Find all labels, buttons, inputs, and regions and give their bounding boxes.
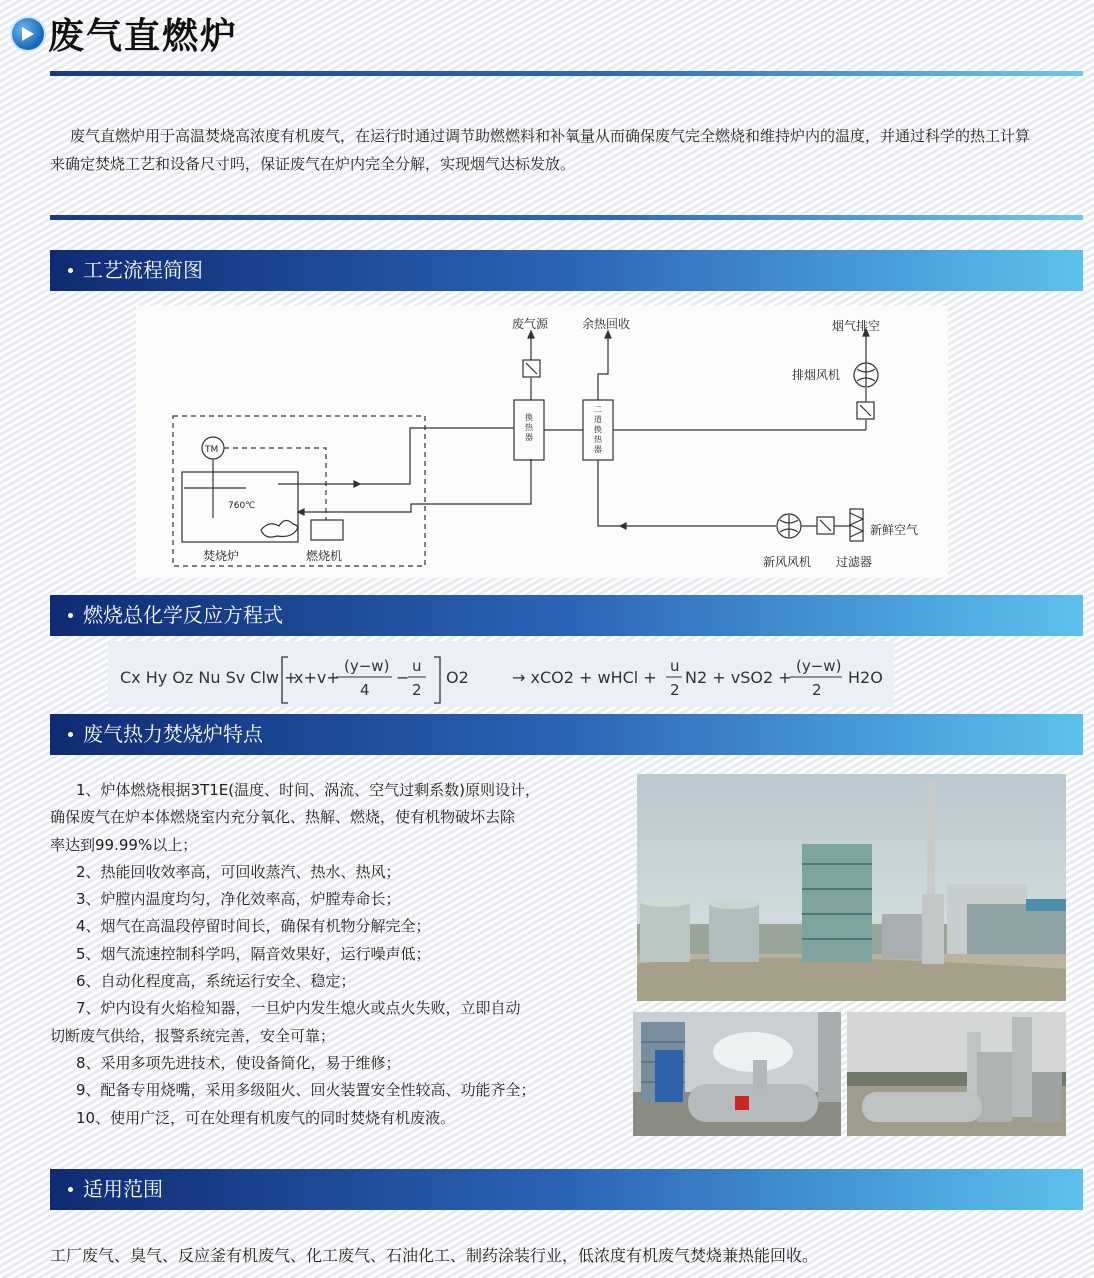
label-fresh-air: 新鲜空气 (870, 523, 919, 537)
equation-water: H2O (848, 668, 883, 687)
title-divider (50, 71, 1083, 76)
page-header (12, 8, 238, 59)
label-flue-gas-exhaust: 烟气排空 (832, 319, 881, 333)
combustion-equation (108, 641, 894, 707)
svg-text:热: 热 (594, 435, 602, 444)
svg-text:二: 二 (594, 405, 602, 414)
intro-paragraph: 废气直燃炉用于高温焚烧高浓度有机废气，在运行时通过调节助燃燃料和补氧量从而确保废气完全燃烧和维持炉内的温度，并通过科学的热工计算来确定焚烧工艺和设备尺寸吗，保证废气在炉内完全分解，实现烟气达标发放。 (50, 127, 1031, 173)
label-exhaust-fan: 排烟风机 (792, 368, 841, 382)
heat-exchanger-label (525, 412, 534, 442)
secondary-exchanger-label (594, 405, 603, 454)
equation-bracket-lead: x+v+ (294, 668, 340, 687)
feature-line: 9、配备专用烧嘴，采用多级阻火、回火装置安全性较高、功能齐全； (76, 1081, 536, 1100)
feature-line: 8、采用多项先进技术，使设备简化，易于维修； (76, 1053, 401, 1072)
plant-photo (637, 774, 1066, 1001)
process-flow-svg (136, 306, 948, 578)
svg-text:器: 器 (525, 433, 533, 442)
equation-reactants: Cx Hy Oz Nu Sv Clw + (120, 668, 298, 687)
label-temperature: 760℃ (228, 501, 256, 511)
feature-line: 6、自动化程度高，系统运行安全、稳定； (76, 972, 356, 991)
label-burner: 燃烧机 (306, 549, 343, 563)
bullet-dot (68, 732, 73, 737)
equation-frac4-num: (y−w) (796, 657, 842, 675)
intro-divider (50, 215, 1083, 220)
feature-line: 率达到99.99%以上； (50, 835, 198, 854)
features-list (50, 777, 590, 1132)
equation-products-mid: N2 + vSO2 + (685, 668, 792, 687)
svg-text:道: 道 (594, 415, 602, 424)
svg-text:热: 热 (525, 423, 533, 432)
process-flow-diagram (136, 306, 948, 578)
incinerator-boundary (173, 416, 425, 566)
equipment-photo-left (633, 1012, 841, 1136)
bullet-dot (68, 1187, 73, 1192)
section-title: 适用范围 (83, 1177, 163, 1201)
svg-text:换: 换 (525, 413, 533, 422)
section-header-features (50, 714, 1083, 755)
section-title: 废气热力焚烧炉特点 (83, 722, 263, 746)
equation-minus: − (396, 668, 410, 687)
label-heat-recovery: 余热回收 (582, 317, 631, 331)
scope-text: 工厂废气、臭气、反应釜有机废气、化工废气、石油化工、制药涂装行业，低浓度有机废气焚烧兼热能回收。 (50, 1246, 819, 1265)
feature-line: 切断废气供给，报警系统完善，安全可靠； (50, 1026, 336, 1045)
label-waste-gas-source: 废气源 (512, 317, 549, 331)
equation-frac4-den: 2 (812, 681, 822, 699)
label-filter: 过滤器 (836, 555, 873, 569)
feature-line: 10、使用广泛，可在处理有机废气的同时焚烧有机废液。 (76, 1108, 456, 1127)
svg-text:器: 器 (594, 445, 602, 454)
feature-line: 7、炉内设有火焰检知器，一旦炉内发生熄火或点火失败，立即自动 (76, 999, 521, 1018)
equation-frac1-den: 4 (360, 681, 370, 699)
feature-line: 4、烟气在高温段停留时间长，确保有机物分解完全； (76, 917, 431, 936)
equation-products-lead: → xCO2 + wHCl + (512, 668, 657, 687)
section-header-equation (50, 595, 1083, 636)
bullet-dot (68, 613, 73, 618)
equation-svg (108, 641, 894, 707)
equation-oxygen: O2 (446, 668, 469, 687)
section-title: 工艺流程简图 (83, 258, 203, 282)
flame-icon (261, 520, 298, 537)
equation-frac3-den: 2 (670, 681, 680, 699)
label-thermometer: TM (205, 445, 219, 455)
section-header-process (50, 250, 1083, 291)
label-fresh-air-fan: 新风风机 (763, 555, 812, 569)
feature-line: 5、烟气流速控制科学吗，隔音效果好，运行噪声低； (76, 944, 431, 963)
bullet-dot (68, 268, 73, 273)
equation-frac3-num: u (670, 657, 680, 675)
equipment-photo-right (847, 1012, 1066, 1136)
burner-box (311, 520, 343, 540)
page-title: 废气直燃炉 (48, 16, 239, 57)
feature-line: 3、炉膛内温度均匀，净化效率高，炉膛寿命长； (76, 890, 401, 909)
section-title: 燃烧总化学反应方程式 (83, 603, 283, 627)
svg-text:换: 换 (594, 425, 602, 434)
equation-frac1-num: (y−w) (344, 657, 390, 675)
label-incinerator: 焚烧炉 (203, 549, 240, 563)
play-circle-icon (12, 18, 44, 50)
feature-line: 确保废气在炉本体燃烧室内充分氧化、热解、燃烧，使有机物破坏去除 (50, 808, 516, 827)
feature-line: 2、热能回收效率高，可回收蒸汽、热水、热风； (76, 862, 401, 881)
equation-frac2-num: u (412, 657, 422, 675)
equation-frac2-den: 2 (412, 681, 422, 699)
section-header-scope (50, 1169, 1083, 1210)
feature-line: 1、炉体燃烧根据3T1E(温度、时间、涡流、空气过剩系数)原则设计， (76, 781, 540, 799)
